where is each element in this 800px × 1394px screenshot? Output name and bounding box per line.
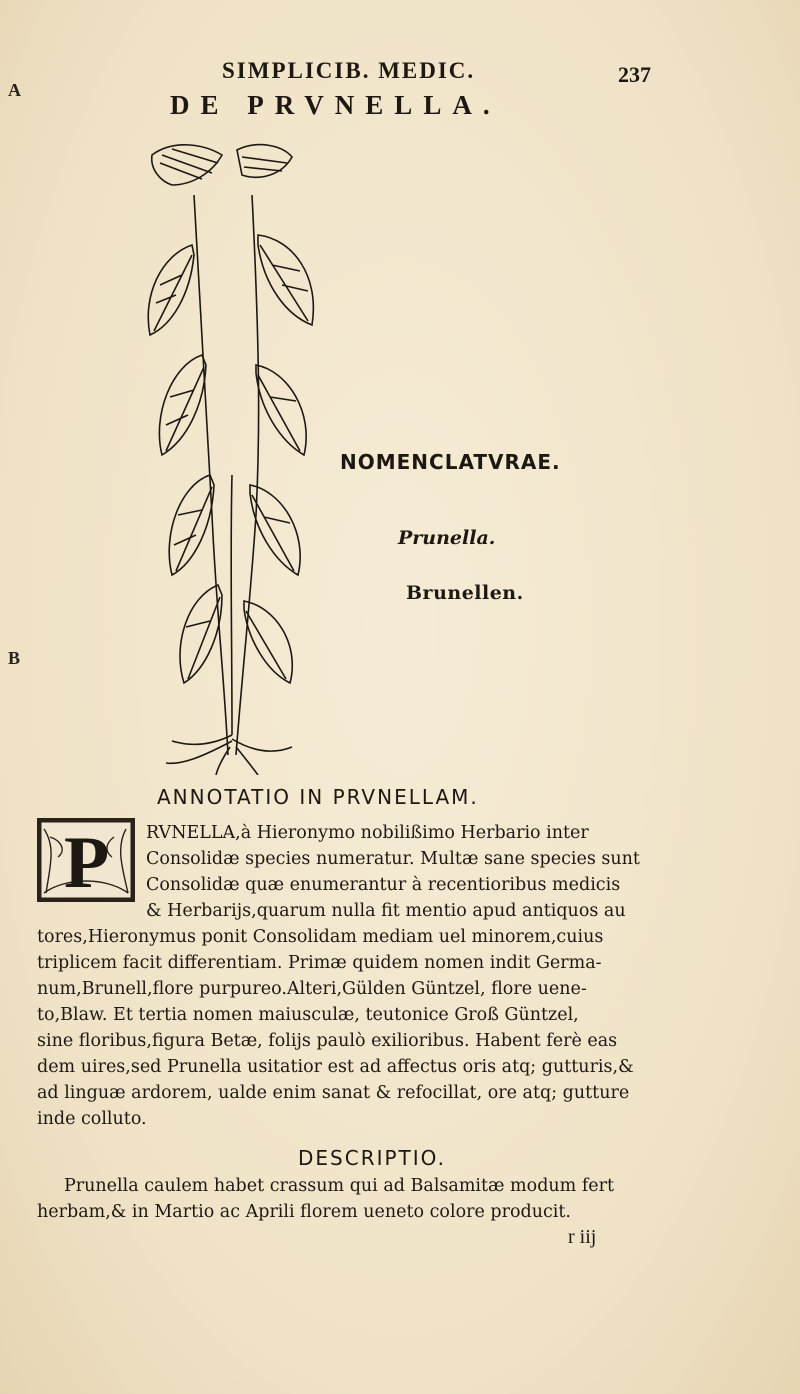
nomenclature-heading: NOMENCLATVRAE.	[340, 450, 561, 474]
annotatio-line: tores,Hieronymus ponit Consolidam mediam uel minorem,cuius	[37, 927, 604, 947]
descriptio-heading: DESCRIPTIO.	[298, 1146, 446, 1170]
annotatio-line: to,Blaw. Et tertia nomen maiusculæ, teutonice Groß Güntzel,	[37, 1005, 579, 1025]
descriptio-line: herbam,& in Martio ac Aprili florem ueneto colore producit.	[37, 1202, 571, 1222]
annotatio-line: dem uires,sed Prunella usitatior est ad affectus oris atq; gutturis,&	[37, 1057, 634, 1077]
page-number: 237	[618, 62, 651, 87]
prunella-woodcut-illustration	[132, 135, 332, 775]
latin-name: Prunella.	[398, 527, 496, 549]
decorated-initial	[36, 817, 136, 903]
descriptio-line: Prunella caulem habet crassum qui ad Balsamitæ modum fert	[64, 1176, 615, 1196]
signature-mark: r iij	[568, 1226, 597, 1248]
annotatio-line: Consolidæ quæ enumerantur à recentioribus medicis	[146, 875, 621, 895]
running-title: SIMPLICIB. MEDIC.	[222, 58, 476, 83]
annotatio-line: Consolidæ species numeratur. Multæ sane species sunt	[146, 849, 640, 869]
annotatio-line: & Herbarijs,quarum nulla fit mentio apud antiquos au	[146, 901, 626, 921]
chapter-title: DE PRVNELLA.	[170, 90, 501, 120]
annotatio-heading: ANNOTATIO IN PRVNELLAM.	[157, 785, 479, 809]
german-name: Brunellen.	[406, 582, 524, 604]
annotatio-line: ad linguæ ardorem, ualde enim sanat & refocillat, ore atq; gutture	[37, 1083, 630, 1103]
annotatio-line: triplicem facit differentiam. Primæ quidem nomen indit Germa-	[37, 953, 602, 973]
annotatio-line: sine floribus,figura Betæ, folijs paulò exilioribus. Habent ferè eas	[37, 1031, 618, 1051]
initial-letter: P	[64, 822, 110, 904]
annotatio-line: inde colluto.	[37, 1109, 147, 1129]
annotatio-line: RVNELLA,à Hieronymo nobilißimo Herbario inter	[146, 823, 589, 843]
annotatio-line: num,Brunell,flore purpureo.Alteri,Gülden Güntzel, flore uene-	[37, 979, 587, 999]
margin-mark-a: A	[8, 80, 21, 100]
margin-mark-b: B	[8, 648, 21, 668]
